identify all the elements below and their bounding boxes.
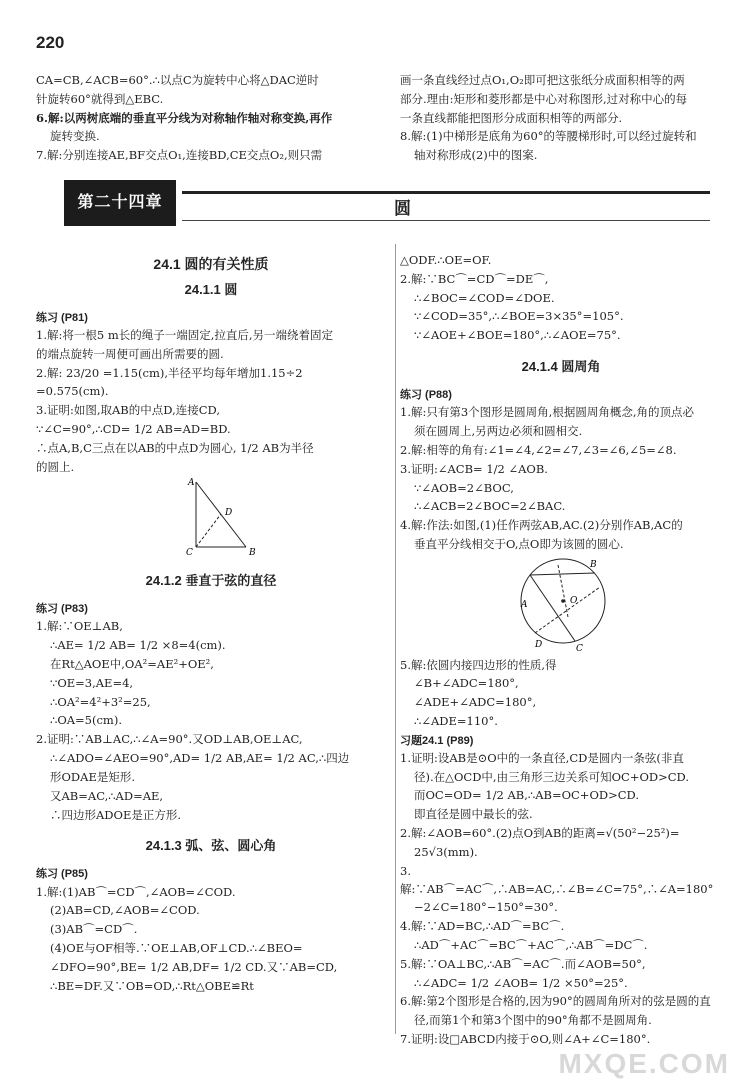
text-line: 6.解:第2个图形是合格的,因为90°的圆周角所对的弦是圆的直 [400,994,711,1009]
text-line: 垂直平分线相交于O,点O即为该圆的圆心. [414,536,624,551]
chapter-rule-thin [182,220,710,221]
text-line: 5.解:∵OA⊥BC,∴AB⌒=AC⌒.而∠AOB=50°, [400,956,646,971]
chapter-title: 圆 [394,199,411,218]
subsection-title: 24.1.3 弧、弦、圆心角 [145,838,277,854]
text-line: 1.解:(1)AB⌒=CD⌒,∠AOB=∠COD. [36,884,236,899]
text-line: 的圆上. [36,459,75,474]
text-line: ∴OA=5(cm). [50,713,122,728]
text-line: 即直径是圆中最长的弦. [414,807,533,822]
text-line: ∴点A,B,C三点在以AB的中点D为圆心, 1/2 AB为半径 [36,440,314,455]
text-line: ∵OE=3,AE=4, [50,675,134,690]
circle-figure [400,555,722,651]
column-divider [395,244,396,1034]
subsection-title: 24.1.1 圆 [184,281,238,297]
text-line: 又AB=AC,∴AD=AE, [50,788,164,803]
text-line: 旋转变换. [50,129,100,144]
text-line: 1.证明:设AB是⊙O中的一条直径,CD是圆内一条弦(非直 [400,750,684,765]
text-line: ∠ADE+∠ADC=180°, [414,695,537,710]
text-line: 1.解:∵OE⊥AB, [36,619,123,634]
subsection-title: 24.1.4 圆周角 [521,359,601,375]
text-line: 2.解:相等的角有:∠1=∠4,∠2=∠7,∠3=∠6,∠5=∠8. [400,442,677,457]
chapter-header [64,180,710,226]
text-line: 25√3(mm). [414,844,478,859]
text-line: 一条直线都能把图形分成面积相等的两部分. [400,110,623,125]
text-line: 6.解:以两树底端的垂直平分线为对称轴作轴对称变换,再作 [36,110,333,125]
text-line: 1.解:只有第3个图形是圆周角,根据圆周角概念,角的顶点必 [400,405,694,420]
text-line: 7.解:分别连接AE,BF交点O₁,连接BD,CE交点O₂,则只需 [36,148,323,163]
fig1-label-c: C [186,548,193,559]
subsection-title: 24.1.2 垂直于弦的直径 [145,573,277,589]
text-line: 而OC=OD= 1/2 AB,∴AB=OC+OD>CD. [414,788,639,803]
text-line: 2.证明:∵AB⊥AC,∴∠A=90°.又OD⊥AB,OE⊥AC, [36,732,303,747]
text-line: 部分.理由:矩形和菱形都是中心对称图形,过对称中心的每 [400,91,688,106]
homework-label: 习题24.1 (P89) [400,734,474,747]
text-line: 3.解:∵AB⌒=AC⌒,∴AB=AC,∴∠B=∠C=75°,∴∠A=180° [400,863,714,896]
text-line: ∴OA²=4²+3²=25, [50,694,151,709]
text-line: ∠B+∠ADC=180°, [414,676,519,691]
text-line: ∴BE=DF.又∵OB=OD,∴Rt△OBE≌Rt [50,978,254,993]
text-line: 轴对称形成(2)中的图案. [414,148,538,163]
chapter-rule [182,191,710,194]
section-title: 24.1 圆的有关性质 [153,256,269,272]
fig2-label-a: A [521,599,528,610]
text-line: ∴∠ADO=∠AEO=90°,AD= 1/2 AB,AE= 1/2 AC,∴四边 [50,751,350,766]
text-line: ∴∠ACB=2∠BOC=2∠BAC. [414,499,566,514]
fig1-label-b: B [249,548,256,559]
exercise-label: 练习 (P81) [36,311,88,324]
text-line: −2∠C=180°−150°=30°. [414,900,558,915]
fig2-label-b: B [590,559,597,570]
text-line: 径).在△OCD中,由三角形三边关系可知OC+OD>CD. [414,769,689,784]
text-line: =0.575(cm). [36,384,109,399]
text-line: 2.解:∠AOB=60°.(2)点O到AB的距离=√(50²−25²)= [400,826,680,841]
text-line: 3.证明:如图,取AB的中点D,连接CD, [36,403,220,418]
text-line: 5.解:依圆内接四边形的性质,得 [400,657,557,672]
exercise-label: 练习 (P85) [36,868,88,881]
text-line: ∴∠ADE=110°. [414,714,498,728]
text-line: ∴四边形ADOE是正方形. [50,807,182,822]
exercise-label: 练习 (P88) [400,389,452,402]
text-line: 2.解: 23/20 =1.15(cm),半径平均每年增加1.15÷2 [36,365,303,380]
text-line: (4)OE与OF相等.∵OE⊥AB,OF⊥CD.∴∠BEO= [50,940,303,955]
text-line: 画一条直线经过点O₁,O₂即可把这张纸分成面积相等的两 [400,73,685,87]
top-right-block [400,72,720,166]
text-line: ∴∠BOC=∠COD=∠DOE. [414,290,555,305]
text-line: 2.解:∵BC⌒=CD⌒=DE⌒, [400,271,549,286]
top-left-block [36,72,386,166]
text-line: 径,而第1个和第3个图中的90°角都不是圆周角. [414,1013,652,1028]
text-line: CA=CB,∠ACB=60°.∴以点C为旋转中心将△DAC逆时 [36,73,319,87]
text-line: 须在圆周上,另两边必须和圆相交. [414,424,583,439]
text-line: ∵∠COD=35°,∴∠BOE=3×35°=105°. [414,309,624,324]
text-line: △ODF.∴OE=OF. [400,253,492,267]
text-line: ∴∠ADC= 1/2 ∠AOB= 1/2 ×50°=25°. [414,975,628,990]
text-line: 4.解:∵AD=BC,∴AD⌒=BC⌒. [400,919,565,934]
text-line: ∵∠C=90°,∴CD= 1/2 AB=AD=BD. [36,421,231,436]
text-line: ∵∠AOB=2∠BOC, [414,480,514,495]
fig2-label-o: O [570,595,578,606]
fig1-label-a: A [188,478,195,489]
exercise-label: 练习 (P83) [36,603,88,616]
text-line: 针旋转60°就得到△EBC. [36,91,164,106]
left-column [36,254,386,996]
text-line: 形ODAE是矩形. [50,769,136,784]
text-line: ∠DFO=90°,BE= 1/2 AB,DF= 1/2 CD.又∵AB=CD, [50,959,338,974]
right-triangle-figure [36,477,386,559]
fig2-label-c: C [576,643,583,651]
text-line: 3.证明:∠ACB= 1/2 ∠AOB. [400,461,548,476]
text-line: ∴AE= 1/2 AB= 1/2 ×8=4(cm). [50,638,226,653]
text-line: 在Rt△AOE中,OA²=AE²+OE², [50,657,214,671]
right-column [400,252,722,1050]
chapter-label: 第二十四章 [64,180,176,226]
fig1-label-d: D [225,508,233,519]
watermark: MXQE.COM [558,1047,730,1079]
text-line: ∵∠AOE+∠BOE=180°,∴∠AOE=75°. [414,328,621,343]
text-line: ∴AD⌒+AC⌒=BC⌒+AC⌒,∴AB⌒=DC⌒. [414,937,648,952]
text-line: 的端点旋转一周便可画出所需要的圆. [36,346,224,361]
text-line: (3)AB⌒=CD⌒. [50,922,138,937]
text-line: 4.解:作法:如图,(1)任作两弦AB,AC.(2)分别作AB,AC的 [400,518,683,533]
text-line: 8.解:(1)中梯形是底角为60°的等腰梯形时,可以经过旋转和 [400,129,697,144]
text-line: 1.解:将一根5 m长的绳子一端固定,拉直后,另一端绕着固定 [36,327,334,342]
page-number: 220 [36,33,65,52]
text-line: 7.证明:设□ABCD内接于⊙O,则∠A+∠C=180°. [400,1032,651,1047]
text-line: (2)AB=CD,∠AOB=∠COD. [50,903,200,918]
fig2-label-d: D [535,639,543,650]
